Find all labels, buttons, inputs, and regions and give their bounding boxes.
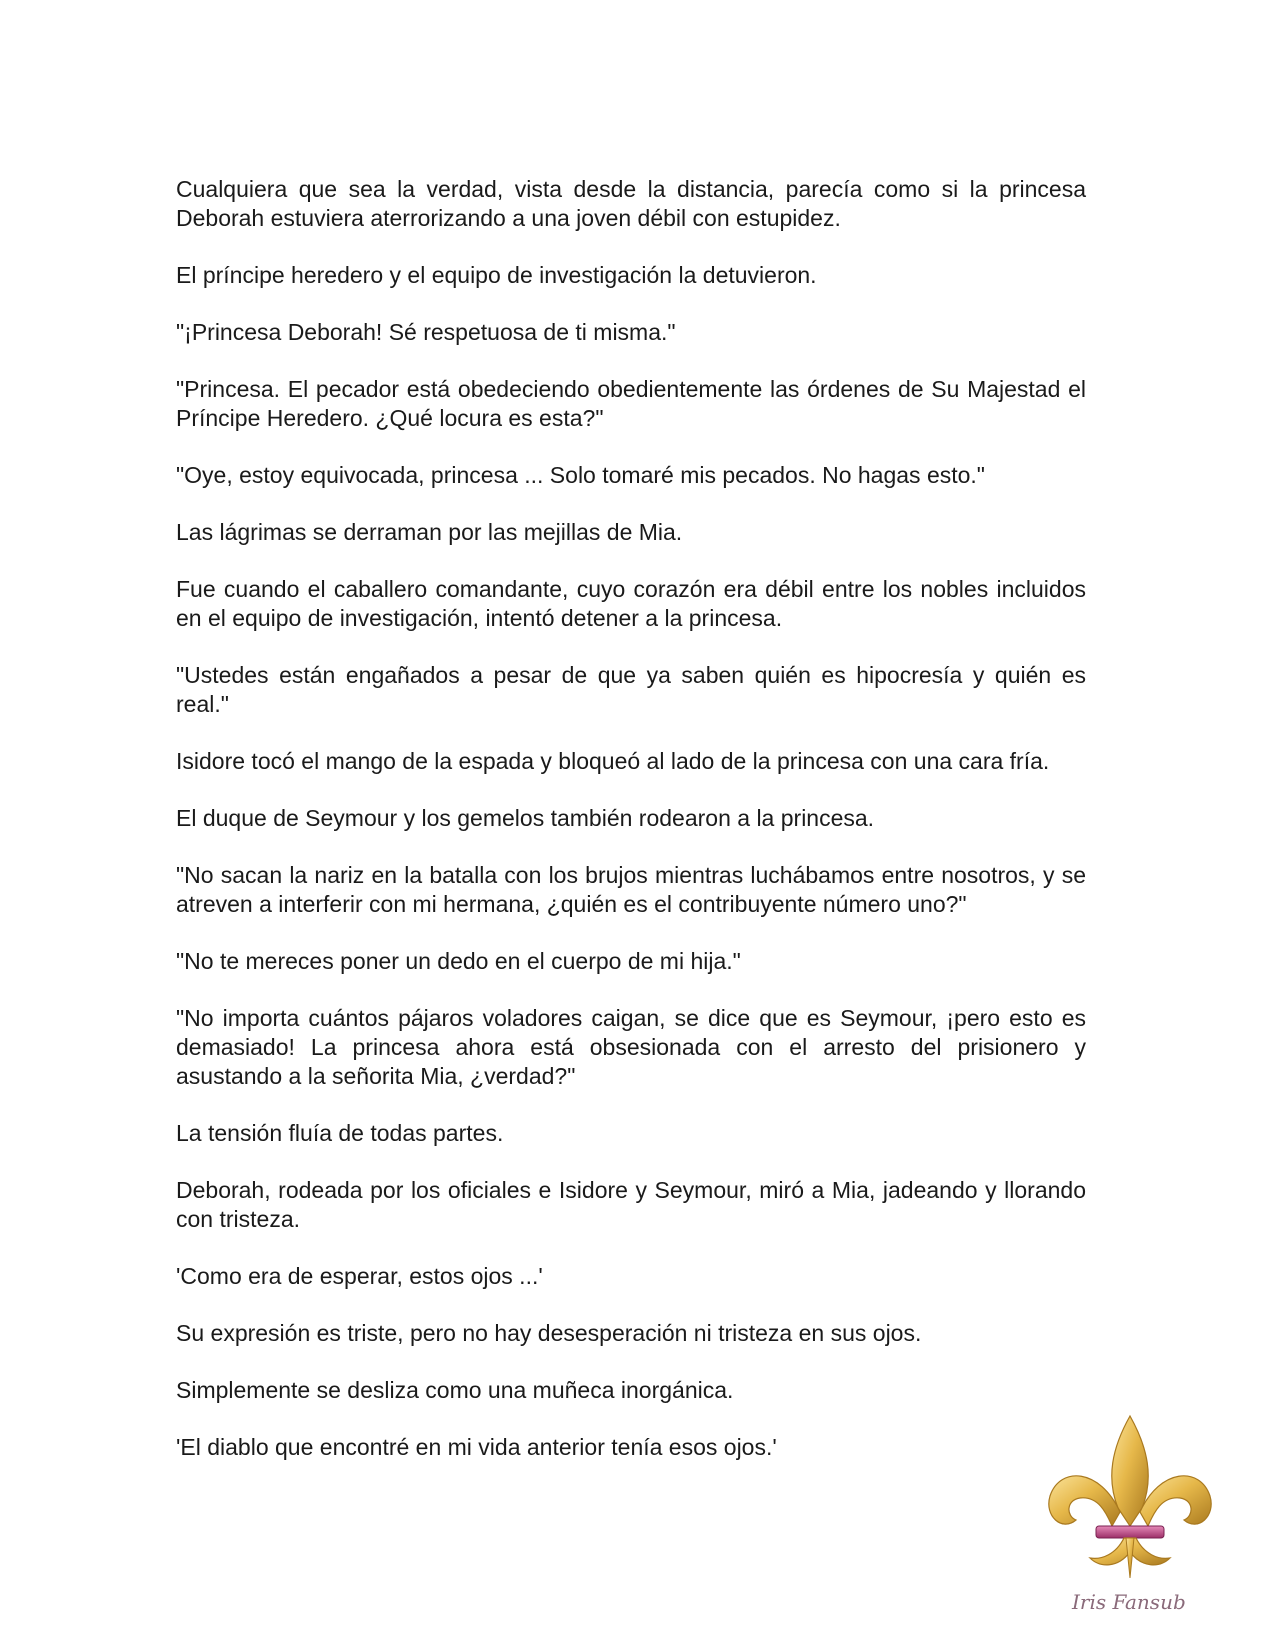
paragraph-4: "Princesa. El pecador está obedeciendo obedientemente las órdenes de Su Majestad el Príncipe Heredero. ¿Qué locura es esta?" [176, 376, 1086, 431]
paragraph-16: 'Como era de esperar, estos ojos ...' [176, 1263, 543, 1289]
paragraph-8: "Ustedes están engañados a pesar de que ya saben quién es hipocresía y quién es real." [176, 662, 1086, 717]
fleur-de-lis-icon [1040, 1408, 1220, 1588]
paragraph-3: "¡Princesa Deborah! Sé respetuosa de ti misma." [176, 319, 676, 345]
paragraph-6: Las lágrimas se derraman por las mejillas de Mia. [176, 519, 683, 545]
watermark-logo [1040, 1408, 1220, 1618]
paragraph-11: "No sacan la nariz en la batalla con los brujos mientras luchábamos entre nosotros, y se atreven a interferir con mi hermana, ¿quién es el contribuyente número uno?" [176, 862, 1086, 917]
paragraph-12: "No te mereces poner un dedo en el cuerpo de mi hija." [176, 948, 741, 974]
paragraph-15: Deborah, rodeada por los oficiales e Isidore y Seymour, miró a Mia, jadeando y llorando con tristeza. [176, 1177, 1086, 1232]
paragraph-7: Fue cuando el caballero comandante, cuyo corazón era débil entre los nobles incluidos en el equipo de investigación, intentó detener a la princesa. [176, 576, 1086, 631]
paragraph-1: Cualquiera que sea la verdad, vista desde la distancia, parecía como si la princesa Deborah estuviera aterrorizando a una joven débil con estupidez. [176, 176, 1086, 231]
paragraph-2: El príncipe heredero y el equipo de investigación la detuvieron. [176, 262, 817, 288]
paragraph-10: El duque de Seymour y los gemelos también rodearon a la princesa. [176, 805, 875, 831]
paragraph-5: "Oye, estoy equivocada, princesa ... Solo tomaré mis pecados. No hagas esto." [176, 462, 985, 488]
document-body [176, 175, 1086, 1490]
paragraph-18: Simplemente se desliza como una muñeca inorgánica. [176, 1377, 734, 1403]
watermark-caption: Iris Fansub [1072, 1590, 1186, 1614]
paragraph-17: Su expresión es triste, pero no hay desesperación ni tristeza en sus ojos. [176, 1320, 922, 1346]
paragraph-19: 'El diablo que encontré en mi vida anterior tenía esos ojos.' [176, 1434, 777, 1460]
paragraph-13: "No importa cuántos pájaros voladores caigan, se dice que es Seymour, ¡pero esto es demasiado! La princesa ahora está obsesionada con el arresto del prisionero y asustando a la señorita Mia, ¿verdad?" [176, 1005, 1086, 1089]
paragraph-9: Isidore tocó el mango de la espada y bloqueó al lado de la princesa con una cara fría. [176, 748, 1050, 774]
paragraph-14: La tensión fluía de todas partes. [176, 1120, 504, 1146]
